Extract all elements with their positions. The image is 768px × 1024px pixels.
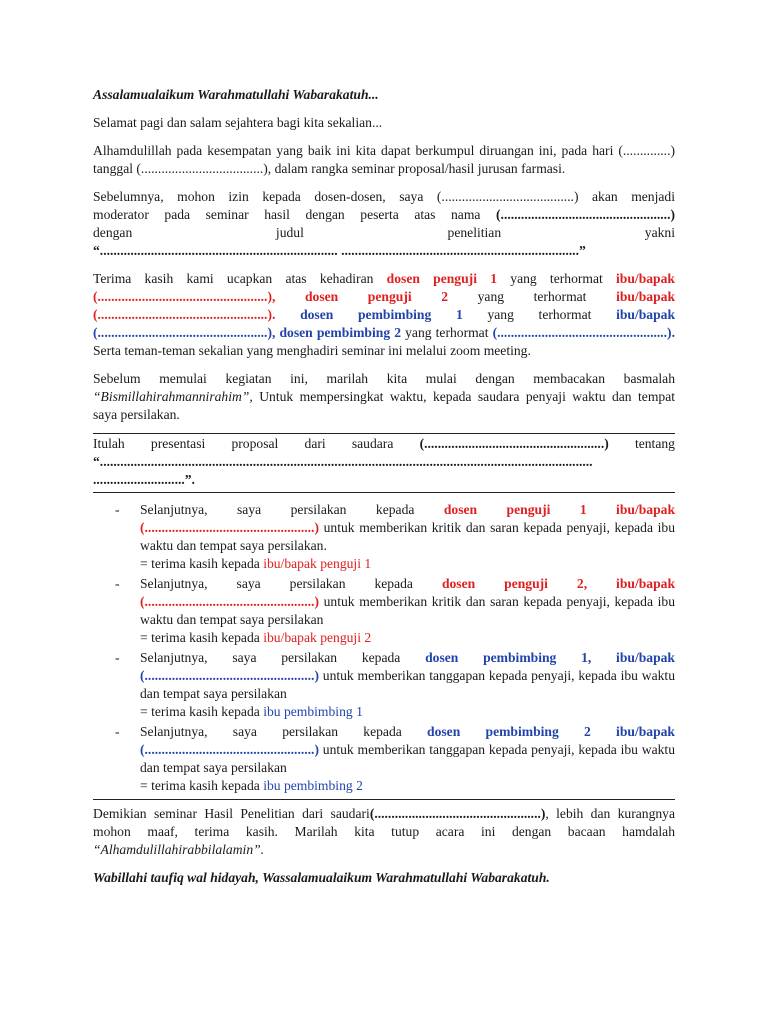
moderator-line-3 [93,224,675,242]
item-name-blank: (..................................................) [140,742,319,757]
item-thanks [140,777,675,795]
divider-closing [93,799,675,800]
thanks-outro: Serta teman-teman sekalian yang menghadiri seminar ini melalui zoom meeting. [93,343,531,358]
thanks-prefix: = terima kasih kepada [140,630,260,645]
word-presentasi: presentasi [150,436,206,451]
word-dari: dari [304,436,326,451]
blank-penguji-1: (..................................................) [93,289,272,304]
role-penguji-2: dosen penguji 2 [304,289,449,304]
list-item [93,501,675,573]
basmalah-text: “Bismillahirahmannirahim”, [93,389,253,404]
word-dengan: dengan [93,225,133,240]
item-role: dosen penguji 2, ibu/bapak [441,576,676,591]
item-role: dosen penguji 1 ibu/bapak [443,502,676,517]
presentation-topic-blank-2: ...........................”. [93,472,195,487]
word-yakni: yakni [644,225,675,240]
thanks-prefix: = terima kasih kepada [140,778,260,793]
participant-name-blank: (..................................................) [496,207,675,222]
paragraph-thanks-examiners: Terima kasih kami ucapkan atas kehadiran dosen penguji 1 yang terhormat ibu/bapak (..................................................), dosen penguji 2 yang terhormat ibu/bapak (..................................................). dosen pembimbing 1 yang terhormat ibu/bapak (..................................................), dosen pembimbing 2 yang terhormat (..................................................). Serta teman-teman sekalian yang menghadiri seminar ini melalui zoom meeting. [93,271,676,358]
role-penguji-1: dosen penguji 1 [386,271,498,286]
item-rest: untuk memberikan kritik dan saran kepada penyaji, kepada ibu waktu dan tempat saya persilakan. [140,520,675,553]
paragraph-closing [93,805,675,859]
session-items-list [93,501,675,795]
yth-2: yang terhormat [477,289,587,304]
item-lead: Selanjutnya, saya persilakan kepada [140,724,402,739]
item-name-blank: (..................................................) [140,520,319,535]
word-judul: judul [275,225,304,240]
divider-top [93,433,675,434]
ibubapak-1: ibu/bapak [616,271,675,286]
presenter-name-blank: (.....................................................) [419,436,609,451]
basmalah-intro: Sebelum memulai kegiatan ini, marilah kita mulai dengan membacakan basmalah [93,371,675,386]
blank-pembimbing-2: (..................................................) [492,325,672,340]
item-text [140,723,675,777]
item-role: dosen pembimbing 1, ibu/bapak [425,650,675,665]
item-lead: Selanjutnya, saya persilakan kepada [140,576,413,591]
research-title-blank: “...................................................................... ......................................................................” [93,243,586,258]
item-name-blank: (..................................................) [140,668,319,683]
paragraph-welcome: Selamat pagi dan salam sejahtera bagi kita sekalian... [93,115,383,130]
yth-3: yang terhormat [487,307,592,322]
role-pembimbing-1: dosen pembimbing 1 [300,307,463,322]
blank-pembimbing-1: (..................................................) [93,325,272,340]
item-text [140,575,675,629]
thanks-target: ibu/bapak penguji 2 [263,630,372,645]
item-role: dosen pembimbing 2 ibu/bapak [427,724,675,739]
presentation-topic-blank-1: “................................................................................................................................................. [93,454,593,469]
item-name-blank: (..................................................) [140,594,319,609]
word-tentang: tentang [634,436,675,451]
item-thanks [140,629,675,647]
role-pembimbing-2: dosen pembimbing 2 [279,325,402,340]
blank-penguji-2: (..................................................) [93,307,272,322]
closing-greeting: Wabillahi taufiq wal hidayah, Wassalamualaikum Warahmatullahi Wabarakatuh. [93,870,550,885]
list-dash: - [115,502,120,517]
divider-bottom [93,492,675,493]
list-item [93,723,675,795]
closing-name-blank: (.................................................) [369,806,546,821]
list-item [93,649,675,721]
thanks-prefix: = terima kasih kepada [140,556,260,571]
yth-4: yang terhormat [405,325,489,340]
list-dash: - [115,724,120,739]
yth-1: yang terhormat [510,271,603,286]
ibubapak-3: ibu/bapak [616,307,676,322]
moderator-line-2-text: moderator pada seminar hasil dengan peserta atas nama [93,207,481,222]
word-saudara: saudara [351,436,394,451]
thanks-prefix: = terima kasih kepada [140,704,260,719]
item-rest: untuk memberikan kritik dan saran kepada penyaji, kepada ibu waktu dan tempat saya persilakan [140,594,675,627]
item-lead: Selanjutnya, saya persilakan kepada [140,650,401,665]
closing-mid: , lebih dan kurangnya mohon maaf, terima kasih. Marilah kita tutup acara ini dengan bacaan hamdalah [93,806,676,839]
paragraph-basmalah [93,370,675,424]
list-item [93,575,675,647]
word-itulah: Itulah [93,436,125,451]
ibubapak-2: ibu/bapak [616,289,676,304]
item-thanks [140,555,675,573]
document-body [93,86,675,887]
item-rest: untuk memberikan tanggapan kepada penyaji, kepada ibu waktu dan tempat saya persilakan [140,668,675,701]
moderator-line-2 [93,206,675,224]
list-dash: - [115,576,120,591]
hamdalah-text: “Alhamdulillahirabbilalamin”. [93,842,265,857]
thanks-target: ibu pembimbing 2 [263,778,363,793]
word-penelitian: penelitian [447,225,502,240]
thanks-target: ibu pembimbing 1 [263,704,363,719]
item-text [140,501,675,555]
paragraph-moderator [93,188,675,260]
item-thanks [140,703,675,721]
presentation-line-1 [93,435,675,453]
list-dash: - [115,650,120,665]
paragraph-intro: Alhamdulillah pada kesempatan yang baik ini kita dapat berkumpul diruangan ini, pada hari (..............) tanggal (....................................), dalam rangka seminar proposal/hasil jurusan farmasi. [93,143,675,176]
item-lead: Selanjutnya, saya persilakan kepada [140,502,415,517]
opening-greeting: Assalamualaikum Warahmatullahi Wabarakatuh... [93,87,379,102]
thanks-intro: Terima kasih kami ucapkan atas kehadiran [93,271,374,286]
item-rest: untuk memberikan tanggapan kepada penyaji, kepada ibu waktu dan tempat saya persilakan [140,742,675,775]
thanks-target: ibu/bapak penguji 1 [263,556,372,571]
word-proposal: proposal [231,436,279,451]
presentation-section [93,433,675,493]
closing-intro: Demikian seminar Hasil Penelitian dari saudari [93,806,370,821]
item-text [140,649,675,703]
basmalah-outro: Untuk mempersingkat waktu, kepada saudara penyaji waktu dan tempat saya persilakan. [93,389,676,422]
moderator-line-1: Sebelumnya, mohon izin kepada dosen-dosen, saya (.......................................) akan menjadi [93,189,675,204]
